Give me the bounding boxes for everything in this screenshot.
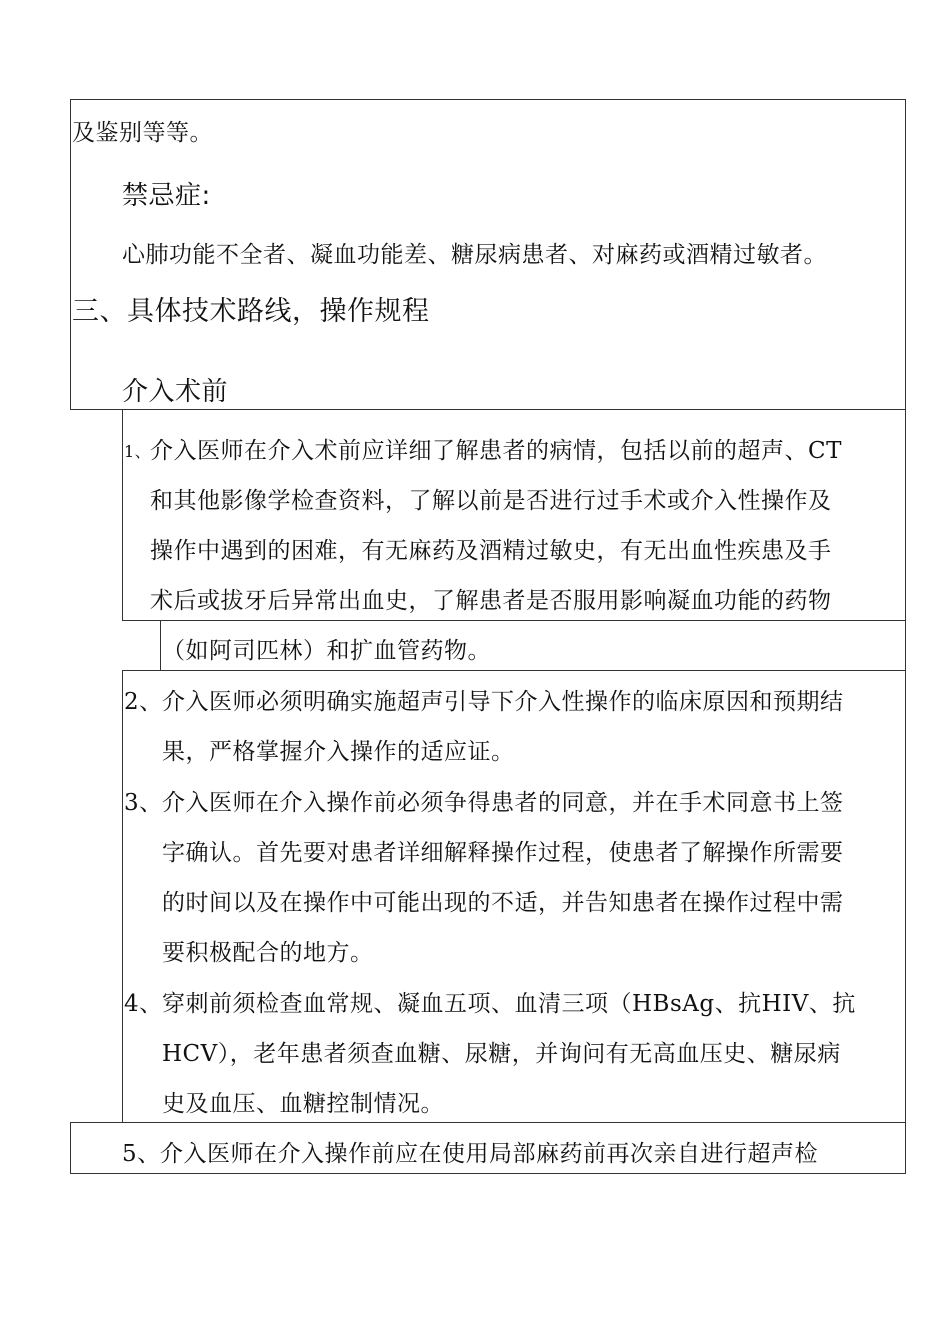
contraindication-tail: 及鉴别等等。 bbox=[72, 120, 213, 146]
item-number: 1、 bbox=[124, 442, 152, 461]
contraindication-text: 心肺功能不全者、凝血功能差、糖尿病患者、对麻药或酒精过敏者。 bbox=[122, 242, 827, 268]
item-line: HCV），老年患者须查血糖、尿糖，并询问有无高血压史、糖尿病 bbox=[162, 1041, 841, 1067]
item-line: 的时间以及在操作中可能出现的不适，并告知患者在操作过程中需 bbox=[162, 890, 844, 916]
section-subheading: 介入术前 bbox=[122, 377, 229, 407]
item-line: 字确认。首先要对患者详细解释操作过程，使患者了解操作所需要 bbox=[162, 840, 844, 866]
left-tick bbox=[70, 335, 71, 365]
section-heading: 三、具体技术路线，操作规程 bbox=[72, 296, 430, 327]
item-number: 5、 bbox=[122, 1141, 161, 1167]
item-line: 果，严格掌握介入操作的适应证。 bbox=[162, 739, 515, 765]
item-line: 要积极配合的地方。 bbox=[162, 940, 374, 966]
left-tick bbox=[70, 170, 71, 200]
item-line: 介入医师在介入术前应详细了解患者的病情，包括以前的超声、CT bbox=[150, 438, 842, 464]
item-line: 术后或拔牙后异常出血史，了解患者是否服用影响凝血功能的药物 bbox=[150, 588, 832, 614]
item-line: 和其他影像学检查资料，了解以前是否进行过手术或介入性操作及 bbox=[150, 488, 832, 514]
item-line: 史及血压、血糖控制情况。 bbox=[162, 1091, 444, 1117]
contraindication-heading: 禁忌症: bbox=[122, 181, 211, 211]
item-line: 介入医师在介入操作前应在使用局部麻药前再次亲自进行超声检 bbox=[160, 1141, 818, 1167]
item-number: 2、 bbox=[124, 689, 163, 715]
left-tick bbox=[70, 225, 71, 255]
item-line: （如阿司匹林）和扩血管药物。 bbox=[162, 638, 491, 664]
item-line: 穿刺前须检查血常规、凝血五项、血清三项（HBsAg、抗HIV、抗 bbox=[162, 991, 856, 1017]
item-line: 介入医师在介入操作前必须争得患者的同意，并在手术同意书上签 bbox=[162, 790, 844, 816]
item-number: 4、 bbox=[124, 991, 163, 1017]
item-line: 介入医师必须明确实施超声引导下介入性操作的临床原因和预期结 bbox=[162, 689, 844, 715]
item-line: 操作中遇到的困难，有无麻药及酒精过敏史，有无出血性疾患及手 bbox=[150, 538, 832, 564]
item-number: 3、 bbox=[124, 790, 163, 816]
